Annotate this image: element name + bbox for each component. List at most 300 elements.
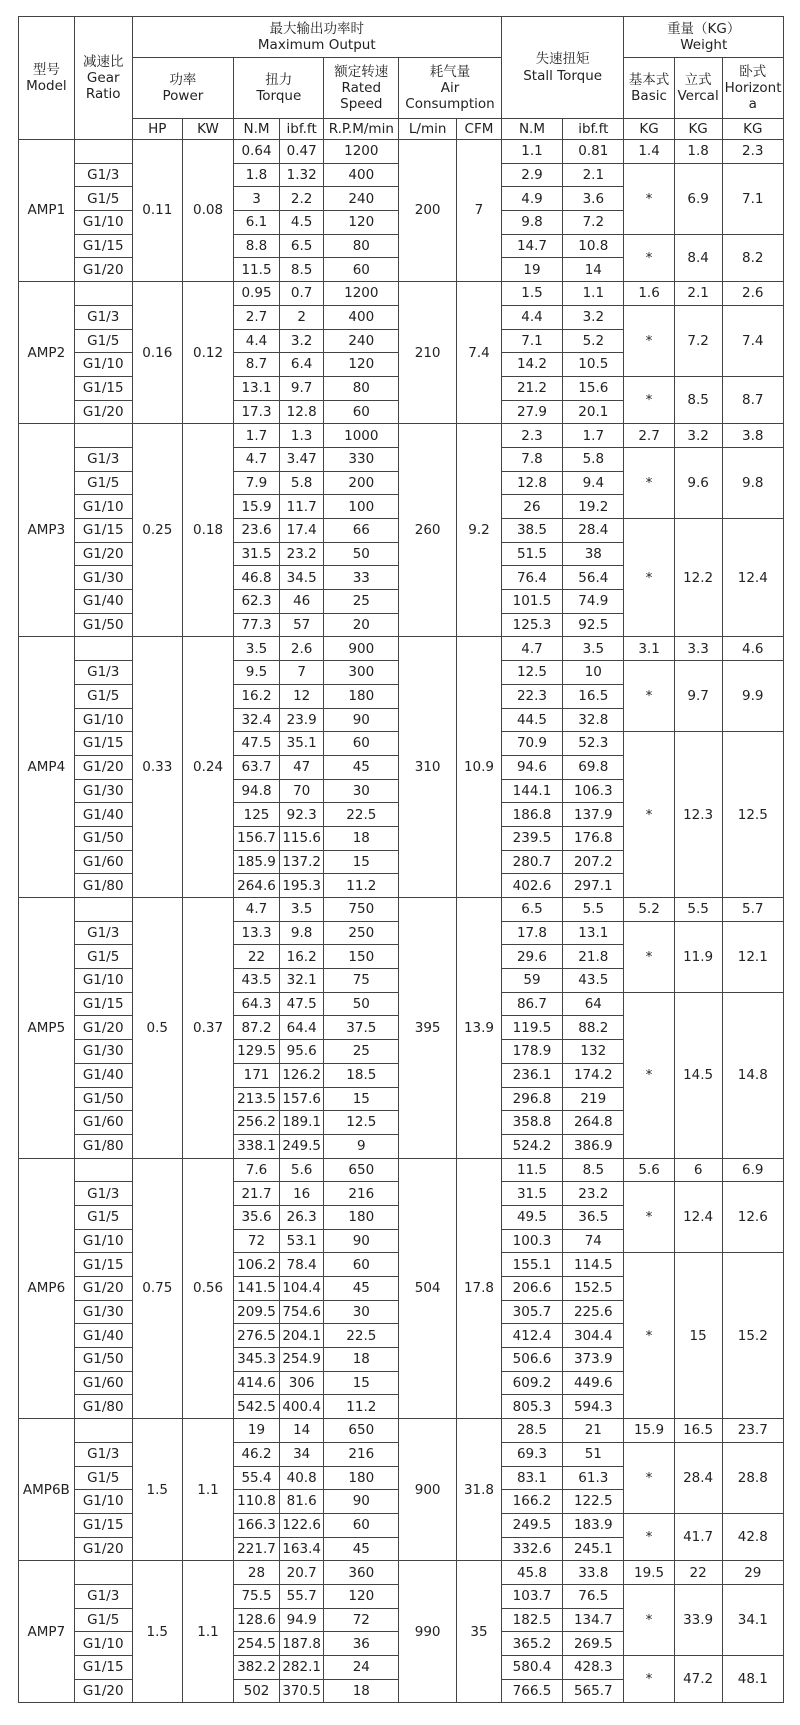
torque-nm-cell: 254.5 <box>234 1632 280 1656</box>
ratio-cell: G1/20 <box>74 1016 132 1040</box>
ratio-cell: G1/15 <box>74 376 132 400</box>
unit-weight-vertical: KG <box>674 119 722 140</box>
torque-nm-cell: 128.6 <box>234 1608 280 1632</box>
torque-ibf-cell: 282.1 <box>279 1656 324 1680</box>
stall-nm-cell: 805.3 <box>501 1395 562 1419</box>
ratio-cell: G1/20 <box>74 258 132 282</box>
air-cfm-cell: 7.4 <box>457 282 502 424</box>
stall-nm-cell: 186.8 <box>501 803 562 827</box>
rated-speed-cell: 25 <box>324 1040 399 1064</box>
torque-ibf-cell: 3.2 <box>279 329 324 353</box>
rated-speed-cell: 18 <box>324 1348 399 1372</box>
weight-vertical-cell: 15 <box>674 1253 722 1419</box>
stall-nm-cell: 2.9 <box>501 163 562 187</box>
stall-ibf-cell: 5.2 <box>563 329 624 353</box>
power-kw-cell: 0.18 <box>182 424 233 637</box>
stall-ibf-cell: 386.9 <box>563 1134 624 1158</box>
ratio-cell: G1/15 <box>74 1656 132 1680</box>
air-lmin-cell: 395 <box>399 898 457 1159</box>
weight-basic-cell: 19.5 <box>624 1561 674 1585</box>
weight-horizontal-cell: 6.9 <box>722 1158 783 1182</box>
rated-speed-cell: 15 <box>324 1087 399 1111</box>
stall-ibf-cell: 122.5 <box>563 1490 624 1514</box>
stall-ibf-cell: 134.7 <box>563 1608 624 1632</box>
torque-ibf-cell: 32.1 <box>279 969 324 993</box>
weight-vertical-cell: 3.3 <box>674 637 722 661</box>
torque-ibf-cell: 1.32 <box>279 163 324 187</box>
torque-ibf-cell: 70 <box>279 779 324 803</box>
weight-horizontal-cell: 7.4 <box>722 305 783 376</box>
unit-cfm: CFM <box>457 119 502 140</box>
torque-ibf-cell: 104.4 <box>279 1277 324 1301</box>
torque-nm-cell: 221.7 <box>234 1537 280 1561</box>
ratio-cell: G1/5 <box>74 684 132 708</box>
stall-ibf-cell: 132 <box>563 1040 624 1064</box>
torque-nm-cell: 7.6 <box>234 1158 280 1182</box>
stall-nm-cell: 206.6 <box>501 1277 562 1301</box>
model-cell: AMP3 <box>19 424 75 637</box>
ratio-cell: G1/3 <box>74 305 132 329</box>
stall-ibf-cell: 207.2 <box>563 850 624 874</box>
rated-speed-cell: 25 <box>324 590 399 614</box>
torque-ibf-cell: 55.7 <box>279 1584 324 1608</box>
weight-basic-cell: 2.7 <box>624 424 674 448</box>
rated-speed-cell: 750 <box>324 898 399 922</box>
torque-nm-cell: 156.7 <box>234 826 280 850</box>
stall-nm-cell: 12.8 <box>501 471 562 495</box>
torque-nm-cell: 63.7 <box>234 755 280 779</box>
stall-nm-cell: 49.5 <box>501 1205 562 1229</box>
stall-ibf-cell: 74.9 <box>563 590 624 614</box>
stall-ibf-cell: 69.8 <box>563 755 624 779</box>
rated-speed-cell: 60 <box>324 1253 399 1277</box>
power-hp-cell: 0.5 <box>132 898 182 1159</box>
header-gear-ratio: 减速比 Gear Ratio <box>74 17 132 140</box>
stall-ibf-cell: 565.7 <box>563 1679 624 1703</box>
header-model: 型号 Model <box>19 17 75 140</box>
weight-vertical-cell: 47.2 <box>674 1656 722 1703</box>
spec-table <box>18 16 784 1703</box>
stall-nm-cell: 766.5 <box>501 1679 562 1703</box>
torque-nm-cell: 110.8 <box>234 1490 280 1514</box>
torque-nm-cell: 43.5 <box>234 969 280 993</box>
ratio-cell <box>74 424 132 448</box>
torque-nm-cell: 0.95 <box>234 282 280 306</box>
torque-nm-cell: 276.5 <box>234 1324 280 1348</box>
stall-nm-cell: 1.5 <box>501 282 562 306</box>
weight-vertical-cell: 8.5 <box>674 376 722 423</box>
weight-horizontal-cell: 2.3 <box>722 140 783 164</box>
torque-nm-cell: 0.64 <box>234 140 280 164</box>
weight-basic-cell: 15.9 <box>624 1419 674 1443</box>
stall-ibf-cell: 225.6 <box>563 1300 624 1324</box>
ratio-cell: G1/30 <box>74 779 132 803</box>
stall-ibf-cell: 51 <box>563 1442 624 1466</box>
stall-ibf-cell: 28.4 <box>563 519 624 543</box>
torque-nm-cell: 47.5 <box>234 732 280 756</box>
stall-ibf-cell: 10.5 <box>563 353 624 377</box>
stall-nm-cell: 609.2 <box>501 1371 562 1395</box>
rated-speed-cell: 50 <box>324 542 399 566</box>
stall-nm-cell: 103.7 <box>501 1584 562 1608</box>
torque-ibf-cell: 126.2 <box>279 1063 324 1087</box>
ratio-cell: G1/3 <box>74 661 132 685</box>
ratio-cell: G1/50 <box>74 1087 132 1111</box>
rated-speed-cell: 650 <box>324 1419 399 1443</box>
torque-nm-cell: 72 <box>234 1229 280 1253</box>
stall-ibf-cell: 245.1 <box>563 1537 624 1561</box>
torque-nm-cell: 64.3 <box>234 992 280 1016</box>
torque-nm-cell: 166.3 <box>234 1513 280 1537</box>
stall-nm-cell: 27.9 <box>501 400 562 424</box>
ratio-cell: G1/20 <box>74 542 132 566</box>
weight-horizontal-cell: 9.9 <box>722 661 783 732</box>
stall-ibf-cell: 3.6 <box>563 187 624 211</box>
ratio-cell: G1/10 <box>74 1490 132 1514</box>
stall-nm-cell: 280.7 <box>501 850 562 874</box>
stall-ibf-cell: 10.8 <box>563 234 624 258</box>
weight-basic-cell: * <box>624 1584 674 1655</box>
weight-horizontal-cell: 12.1 <box>722 921 783 992</box>
stall-ibf-cell: 269.5 <box>563 1632 624 1656</box>
stall-ibf-cell: 3.5 <box>563 637 624 661</box>
torque-ibf-cell: 53.1 <box>279 1229 324 1253</box>
stall-ibf-cell: 137.9 <box>563 803 624 827</box>
torque-ibf-cell: 16 <box>279 1182 324 1206</box>
header-air-consumption: 耗气量 Air Consumption <box>399 58 502 119</box>
torque-ibf-cell: 306 <box>279 1371 324 1395</box>
model-cell: AMP2 <box>19 282 75 424</box>
table-row <box>19 1158 784 1182</box>
weight-horizontal-cell: 12.6 <box>722 1182 783 1253</box>
ratio-cell: G1/15 <box>74 1513 132 1537</box>
weight-vertical-cell: 11.9 <box>674 921 722 992</box>
stall-ibf-cell: 304.4 <box>563 1324 624 1348</box>
torque-nm-cell: 75.5 <box>234 1584 280 1608</box>
ratio-cell: G1/20 <box>74 1277 132 1301</box>
stall-nm-cell: 101.5 <box>501 590 562 614</box>
torque-nm-cell: 502 <box>234 1679 280 1703</box>
stall-ibf-cell: 1.7 <box>563 424 624 448</box>
ratio-cell: G1/10 <box>74 969 132 993</box>
unit-weight-basic: KG <box>624 119 674 140</box>
weight-vertical-cell: 16.5 <box>674 1419 722 1443</box>
torque-ibf-cell: 23.9 <box>279 708 324 732</box>
unit-torque-nm: N.M <box>234 119 280 140</box>
torque-ibf-cell: 157.6 <box>279 1087 324 1111</box>
stall-ibf-cell: 36.5 <box>563 1205 624 1229</box>
weight-vertical-cell: 28.4 <box>674 1442 722 1513</box>
ratio-cell: G1/10 <box>74 211 132 235</box>
rated-speed-cell: 18.5 <box>324 1063 399 1087</box>
torque-nm-cell: 414.6 <box>234 1371 280 1395</box>
unit-stall-ibf: ibf.ft <box>563 119 624 140</box>
torque-ibf-cell: 35.1 <box>279 732 324 756</box>
rated-speed-cell: 75 <box>324 969 399 993</box>
ratio-cell: G1/3 <box>74 1442 132 1466</box>
torque-ibf-cell: 754.6 <box>279 1300 324 1324</box>
weight-basic-cell: * <box>624 1656 674 1703</box>
rated-speed-cell: 45 <box>324 755 399 779</box>
ratio-cell: G1/20 <box>74 755 132 779</box>
torque-ibf-cell: 5.8 <box>279 471 324 495</box>
ratio-cell: G1/3 <box>74 163 132 187</box>
stall-ibf-cell: 16.5 <box>563 684 624 708</box>
torque-ibf-cell: 47 <box>279 755 324 779</box>
rated-speed-cell: 120 <box>324 211 399 235</box>
air-lmin-cell: 210 <box>399 282 457 424</box>
torque-ibf-cell: 204.1 <box>279 1324 324 1348</box>
torque-nm-cell: 28 <box>234 1561 280 1585</box>
rated-speed-cell: 33 <box>324 566 399 590</box>
power-kw-cell: 0.56 <box>182 1158 233 1419</box>
weight-basic-cell: 3.1 <box>624 637 674 661</box>
ratio-cell: G1/40 <box>74 590 132 614</box>
torque-nm-cell: 9.5 <box>234 661 280 685</box>
rated-speed-cell: 18 <box>324 1679 399 1703</box>
torque-ibf-cell: 370.5 <box>279 1679 324 1703</box>
table-row <box>19 1561 784 1585</box>
stall-nm-cell: 332.6 <box>501 1537 562 1561</box>
stall-nm-cell: 2.3 <box>501 424 562 448</box>
torque-ibf-cell: 40.8 <box>279 1466 324 1490</box>
rated-speed-cell: 216 <box>324 1182 399 1206</box>
ratio-cell: G1/15 <box>74 1253 132 1277</box>
rated-speed-cell: 90 <box>324 1229 399 1253</box>
air-lmin-cell: 900 <box>399 1419 457 1561</box>
ratio-cell <box>74 898 132 922</box>
torque-nm-cell: 32.4 <box>234 708 280 732</box>
torque-nm-cell: 185.9 <box>234 850 280 874</box>
stall-ibf-cell: 76.5 <box>563 1584 624 1608</box>
torque-ibf-cell: 78.4 <box>279 1253 324 1277</box>
rated-speed-cell: 250 <box>324 921 399 945</box>
torque-nm-cell: 256.2 <box>234 1111 280 1135</box>
stall-nm-cell: 14.2 <box>501 353 562 377</box>
stall-nm-cell: 358.8 <box>501 1111 562 1135</box>
power-kw-cell: 1.1 <box>182 1419 233 1561</box>
ratio-cell: G1/80 <box>74 874 132 898</box>
model-cell: AMP6 <box>19 1158 75 1419</box>
weight-vertical-cell: 6 <box>674 1158 722 1182</box>
rated-speed-cell: 60 <box>324 400 399 424</box>
weight-basic-cell: 5.2 <box>624 898 674 922</box>
stall-nm-cell: 69.3 <box>501 1442 562 1466</box>
torque-ibf-cell: 5.6 <box>279 1158 324 1182</box>
model-cell: AMP7 <box>19 1561 75 1703</box>
weight-horizontal-cell: 15.2 <box>722 1253 783 1419</box>
rated-speed-cell: 90 <box>324 1490 399 1514</box>
model-cell: AMP5 <box>19 898 75 1159</box>
rated-speed-cell: 90 <box>324 708 399 732</box>
stall-ibf-cell: 52.3 <box>563 732 624 756</box>
torque-ibf-cell: 17.4 <box>279 519 324 543</box>
weight-horizontal-cell: 23.7 <box>722 1419 783 1443</box>
stall-nm-cell: 45.8 <box>501 1561 562 1585</box>
ratio-cell: G1/10 <box>74 353 132 377</box>
stall-ibf-cell: 88.2 <box>563 1016 624 1040</box>
stall-nm-cell: 144.1 <box>501 779 562 803</box>
torque-nm-cell: 23.6 <box>234 519 280 543</box>
stall-nm-cell: 17.8 <box>501 921 562 945</box>
weight-basic-cell: * <box>624 1253 674 1419</box>
ratio-cell: G1/60 <box>74 850 132 874</box>
rated-speed-cell: 330 <box>324 447 399 471</box>
stall-nm-cell: 7.8 <box>501 447 562 471</box>
ratio-cell: G1/5 <box>74 187 132 211</box>
rated-speed-cell: 9 <box>324 1134 399 1158</box>
stall-ibf-cell: 13.1 <box>563 921 624 945</box>
stall-nm-cell: 44.5 <box>501 708 562 732</box>
unit-stall-nm: N.M <box>501 119 562 140</box>
stall-ibf-cell: 43.5 <box>563 969 624 993</box>
ratio-cell: G1/15 <box>74 732 132 756</box>
stall-nm-cell: 178.9 <box>501 1040 562 1064</box>
rated-speed-cell: 30 <box>324 779 399 803</box>
stall-ibf-cell: 373.9 <box>563 1348 624 1372</box>
rated-speed-cell: 180 <box>324 1466 399 1490</box>
rated-speed-cell: 650 <box>324 1158 399 1182</box>
rated-speed-cell: 1200 <box>324 282 399 306</box>
stall-ibf-cell: 7.2 <box>563 211 624 235</box>
weight-basic-cell: * <box>624 376 674 423</box>
stall-nm-cell: 100.3 <box>501 1229 562 1253</box>
stall-ibf-cell: 14 <box>563 258 624 282</box>
weight-horizontal-cell: 4.6 <box>722 637 783 661</box>
stall-ibf-cell: 297.1 <box>563 874 624 898</box>
ratio-cell <box>74 282 132 306</box>
stall-ibf-cell: 33.8 <box>563 1561 624 1585</box>
weight-vertical-cell: 14.5 <box>674 992 722 1158</box>
torque-nm-cell: 62.3 <box>234 590 280 614</box>
stall-nm-cell: 402.6 <box>501 874 562 898</box>
rated-speed-cell: 240 <box>324 329 399 353</box>
power-kw-cell: 0.24 <box>182 637 233 898</box>
rated-speed-cell: 150 <box>324 945 399 969</box>
stall-nm-cell: 6.5 <box>501 898 562 922</box>
unit-row <box>19 119 784 140</box>
torque-nm-cell: 7.9 <box>234 471 280 495</box>
torque-ibf-cell: 254.9 <box>279 1348 324 1372</box>
weight-basic-cell: * <box>624 1442 674 1513</box>
torque-ibf-cell: 163.4 <box>279 1537 324 1561</box>
rated-speed-cell: 400 <box>324 163 399 187</box>
stall-ibf-cell: 264.8 <box>563 1111 624 1135</box>
ratio-cell: G1/30 <box>74 566 132 590</box>
torque-ibf-cell: 195.3 <box>279 874 324 898</box>
ratio-cell: G1/3 <box>74 1182 132 1206</box>
ratio-cell: G1/20 <box>74 1537 132 1561</box>
torque-nm-cell: 21.7 <box>234 1182 280 1206</box>
rated-speed-cell: 72 <box>324 1608 399 1632</box>
ratio-cell: G1/60 <box>74 1111 132 1135</box>
torque-ibf-cell: 94.9 <box>279 1608 324 1632</box>
stall-ibf-cell: 10 <box>563 661 624 685</box>
ratio-cell <box>74 1158 132 1182</box>
unit-rpm: R.P.M/min <box>324 119 399 140</box>
ratio-cell: G1/5 <box>74 1466 132 1490</box>
torque-nm-cell: 1.8 <box>234 163 280 187</box>
weight-vertical-cell: 2.1 <box>674 282 722 306</box>
header-horizontal: 卧式 Horizont a <box>722 58 783 119</box>
stall-nm-cell: 19 <box>501 258 562 282</box>
torque-nm-cell: 35.6 <box>234 1205 280 1229</box>
torque-nm-cell: 4.7 <box>234 447 280 471</box>
torque-nm-cell: 171 <box>234 1063 280 1087</box>
torque-ibf-cell: 26.3 <box>279 1205 324 1229</box>
stall-nm-cell: 1.1 <box>501 140 562 164</box>
rated-speed-cell: 11.2 <box>324 874 399 898</box>
unit-torque-ibf: ibf.ft <box>279 119 324 140</box>
rated-speed-cell: 80 <box>324 376 399 400</box>
ratio-cell: G1/40 <box>74 1324 132 1348</box>
rated-speed-cell: 20 <box>324 613 399 637</box>
weight-vertical-cell: 22 <box>674 1561 722 1585</box>
stall-ibf-cell: 23.2 <box>563 1182 624 1206</box>
unit-kw: KW <box>182 119 233 140</box>
ratio-cell: G1/60 <box>74 1371 132 1395</box>
table-row <box>19 424 784 448</box>
stall-nm-cell: 580.4 <box>501 1656 562 1680</box>
torque-nm-cell: 94.8 <box>234 779 280 803</box>
torque-nm-cell: 4.7 <box>234 898 280 922</box>
torque-ibf-cell: 12.8 <box>279 400 324 424</box>
air-lmin-cell: 260 <box>399 424 457 637</box>
ratio-cell: G1/5 <box>74 471 132 495</box>
air-cfm-cell: 17.8 <box>457 1158 502 1419</box>
ratio-cell: G1/50 <box>74 826 132 850</box>
stall-nm-cell: 22.3 <box>501 684 562 708</box>
air-cfm-cell: 7 <box>457 140 502 282</box>
ratio-cell: G1/10 <box>74 495 132 519</box>
stall-ibf-cell: 32.8 <box>563 708 624 732</box>
rated-speed-cell: 15 <box>324 1371 399 1395</box>
torque-ibf-cell: 0.7 <box>279 282 324 306</box>
torque-ibf-cell: 3.5 <box>279 898 324 922</box>
stall-nm-cell: 4.9 <box>501 187 562 211</box>
power-kw-cell: 0.08 <box>182 140 233 282</box>
stall-nm-cell: 70.9 <box>501 732 562 756</box>
torque-nm-cell: 55.4 <box>234 1466 280 1490</box>
stall-ibf-cell: 174.2 <box>563 1063 624 1087</box>
power-kw-cell: 0.37 <box>182 898 233 1159</box>
weight-vertical-cell: 7.2 <box>674 305 722 376</box>
torque-nm-cell: 209.5 <box>234 1300 280 1324</box>
stall-ibf-cell: 20.1 <box>563 400 624 424</box>
air-cfm-cell: 35 <box>457 1561 502 1703</box>
rated-speed-cell: 60 <box>324 1513 399 1537</box>
stall-ibf-cell: 61.3 <box>563 1466 624 1490</box>
torque-nm-cell: 338.1 <box>234 1134 280 1158</box>
weight-horizontal-cell: 12.4 <box>722 519 783 637</box>
torque-ibf-cell: 7 <box>279 661 324 685</box>
rated-speed-cell: 200 <box>324 471 399 495</box>
torque-ibf-cell: 95.6 <box>279 1040 324 1064</box>
rated-speed-cell: 216 <box>324 1442 399 1466</box>
torque-ibf-cell: 122.6 <box>279 1513 324 1537</box>
rated-speed-cell: 11.2 <box>324 1395 399 1419</box>
torque-nm-cell: 213.5 <box>234 1087 280 1111</box>
rated-speed-cell: 50 <box>324 992 399 1016</box>
rated-speed-cell: 18 <box>324 826 399 850</box>
weight-horizontal-cell: 34.1 <box>722 1584 783 1655</box>
header-rated-speed: 额定转速 Rated Speed <box>324 58 399 119</box>
stall-nm-cell: 305.7 <box>501 1300 562 1324</box>
weight-vertical-cell: 12.2 <box>674 519 722 637</box>
weight-vertical-cell: 41.7 <box>674 1513 722 1560</box>
stall-nm-cell: 239.5 <box>501 826 562 850</box>
stall-nm-cell: 14.7 <box>501 234 562 258</box>
